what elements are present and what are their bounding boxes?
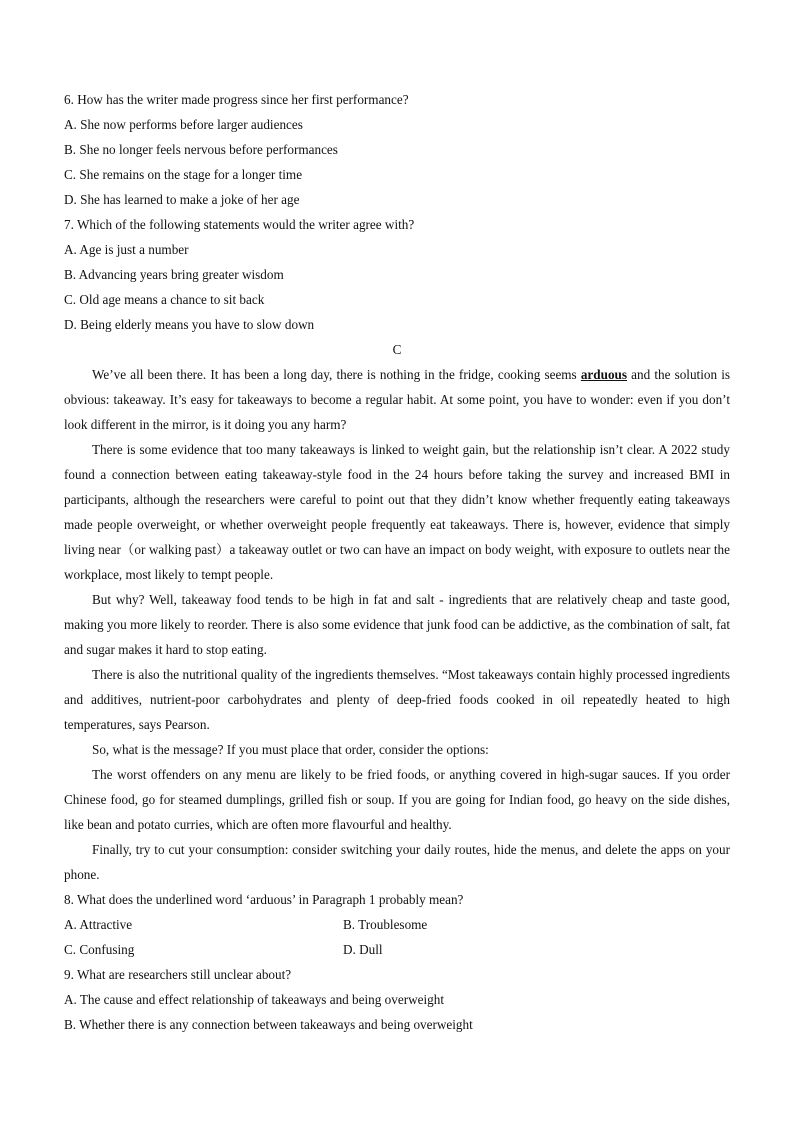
paragraph-1-end: and the solution is obvious: takeaway. It’s easy for takeaways to become a regular habit. At some point, you have to wonder: even if you don’t look different in the mirror, is it doing you any harm? [64,367,730,432]
question-8-options-row-1 [64,912,730,937]
question-7-option-b: B. Advancing years bring greater wisdom [64,267,284,282]
question-9-option-b: B. Whether there is any connection between takeaways and being overweight [64,1017,473,1032]
question-6-option-d: D. She has learned to make a joke of her age [64,192,300,207]
section-label: C [392,342,402,357]
paragraph-1-start: We’ve all been there. It has been a long day, there is nothing in the fridge, cooking seems [92,367,581,382]
question-7-stem: 7. Which of the following statements would the writer agree with? [64,217,415,232]
question-8-option-b: B. Troublesome [343,917,428,932]
exam-page [64,87,730,1037]
passage-paragraph-7: Finally, try to cut your consumption: consider switching your daily routes, hide the menus, and delete the apps on your phone. [64,842,730,882]
question-8-option-c: C. Confusing [64,942,135,957]
passage-paragraph-5: So, what is the message? If you must place that order, consider the options: [92,742,489,757]
question-8-options-row-2 [64,937,730,962]
question-9-option-a: A. The cause and effect relationship of takeaways and being overweight [64,992,444,1007]
question-8-option-a: A. Attractive [64,917,133,932]
question-7-option-d: D. Being elderly means you have to slow down [64,317,315,332]
passage-paragraph-3: But why? Well, takeaway food tends to be high in fat and salt - ingredients that are relatively cheap and taste good, making you more likely to reorder. There is also some evidence that junk food can be addictive, as the combination of salt, fat and sugar makes it hard to stop eating. [64,592,730,657]
passage-paragraph-1 [64,362,730,437]
question-6-option-c: C. She remains on the stage for a longer time [64,167,303,182]
question-6-stem: 6. How has the writer made progress since her first performance? [64,92,409,107]
question-8-option-d: D. Dull [343,942,383,957]
question-8-stem: 8. What does the underlined word ‘arduous’ in Paragraph 1 probably mean? [64,892,464,907]
question-9-stem: 9. What are researchers still unclear about? [64,967,292,982]
question-7-option-a: A. Age is just a number [64,242,189,257]
question-6-option-b: B. She no longer feels nervous before performances [64,142,338,157]
question-7-option-c: C. Old age means a chance to sit back [64,292,265,307]
passage-paragraph-2: There is some evidence that too many takeaways is linked to weight gain, but the relationship isn’t clear. A 2022 study found a connection between eating takeaway-style food in the 24 hours before taking the survey and increased BMI in participants, although the researchers were careful to point out that they didn’t know whether frequently eating takeaways made people overweight, or whether overweight people frequently eat takeaways. There is, however, evidence that simply living near（or walking past）a takeaway outlet or two can have an impact on body weight, with exposure to outlets near the workplace, most likely to tempt people. [64,442,730,582]
question-6-option-a: A. She now performs before larger audiences [64,117,303,132]
passage-paragraph-6: The worst offenders on any menu are likely to be fried foods, or anything covered in high-sugar sauces. If you order Chinese food, go for steamed dumplings, grilled fish or soup. If you are going for Indian food, go heavy on the side dishes, like bean and potato curries, which are often more flavourful and healthy. [64,767,730,832]
passage-paragraph-4: There is also the nutritional quality of the ingredients themselves. “Most takeaways contain highly processed ingredients and additives, nutrient-poor carbohydrates and plenty of deep-fried foods cooked in oil repeatedly heated to high temperatures, says Pearson. [64,667,730,732]
underlined-keyword: arduous [580,367,628,382]
